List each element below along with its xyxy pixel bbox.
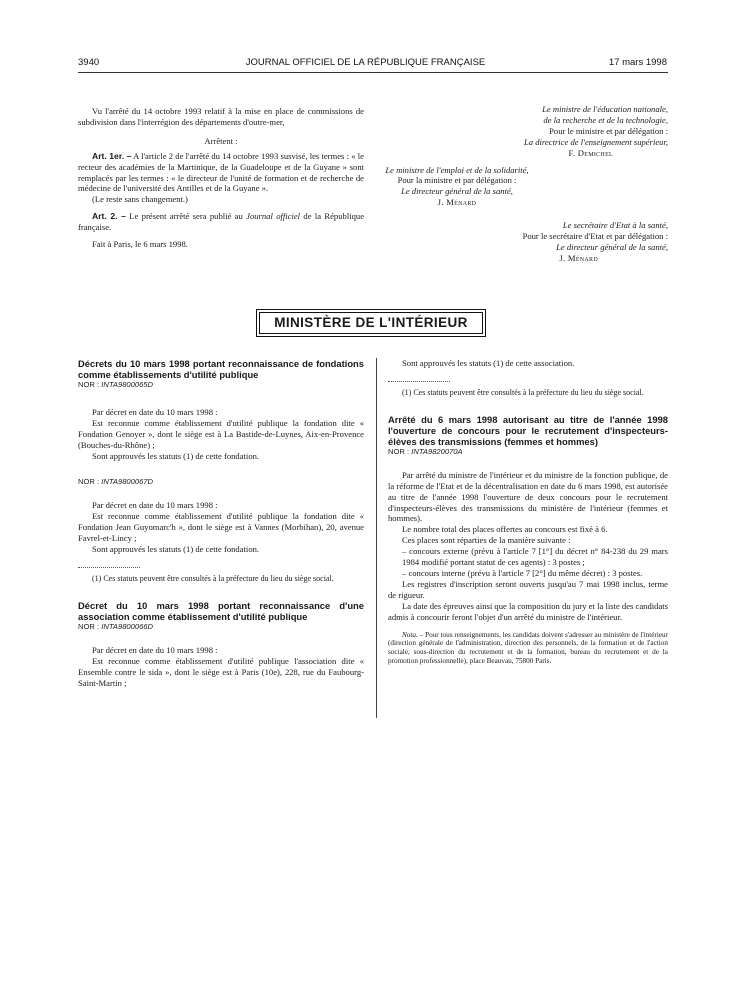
sig1-line-3: Pour le ministre et par délégation : — [549, 125, 668, 136]
nota — [388, 631, 668, 667]
association-statuts: Sont approuvés les statuts (1) de cette association. — [402, 358, 575, 368]
signature-block-sante — [388, 220, 668, 264]
nota-label: Nota. — [402, 630, 418, 639]
sig1-line-2: de la recherche et de la technologie, — [543, 114, 668, 125]
left-column — [78, 358, 364, 688]
concours-interne: – concours interne (prévu à l'article 7 [2°] du même décret) : 3 postes. — [402, 567, 643, 578]
nor-code: INTA9800066D — [101, 621, 154, 631]
fait-a-paris: Fait à Paris, le 6 mars 1998. — [92, 239, 188, 250]
nor-code: INTA9800067D — [101, 477, 154, 487]
sig3-line-2: Pour le secrétaire d'Etat et par délégation : — [522, 231, 668, 242]
sig3-signatory: J. Ménard — [559, 252, 598, 263]
page-number: 3940 — [78, 57, 100, 68]
article-1-text: A l'article 2 de l'arrêté du 14 octobre 1993 susvisé, les termes : « le recteur des académies de la Martinique, de la Guadeloupe et de la Guyane » sont remplacés par les termes : « le directeur de l'unité de formation et de recherche de médecine de l'université des Antilles et de la Guyane ». — [78, 150, 364, 194]
nor-label: NOR : — [78, 477, 100, 487]
concours-p4: Les registres d'inscription seront ouverts jusqu'au 7 mai 1998 inclus, terme de rigueur. — [388, 578, 668, 600]
journal-officiel-italic: Journal officiel — [246, 211, 301, 222]
article-2 — [78, 211, 364, 233]
article-1-label: Art. 1er. – — [92, 150, 132, 161]
decree-2-body: Est reconnue comme établissement d'utilité publique la fondation dite « Fondation Jean Guyomarc'h », dont le siège est à Vannes (Morbihan), 20, avenue Favrel-et-Lincy ; — [78, 511, 364, 544]
arretent: Arrêtent : — [204, 135, 238, 146]
section-title-concours: Arrêté du 6 mars 1998 autorisant au titre de l'année 1998 l'ouverture de concours pour le recrutement d'inspecteurs-élèves des transmissions (femmes et hommes) — [388, 413, 668, 447]
sig2-line-2: Pour la ministre et par délégation : — [397, 175, 517, 186]
nor-code: INTA9820070A — [411, 446, 463, 456]
concours-p3: Ces places sont réparties de la manière suivante : — [402, 535, 571, 546]
sig1-line-4: La directrice de l'enseignement supérieur, — [524, 136, 668, 147]
nor-code: INTA9800065D — [101, 380, 154, 389]
reste-sans-changement: (Le reste sans changement.) — [92, 194, 188, 205]
sig2-line-3: Le directeur général de la santé, — [401, 186, 513, 197]
signature-block-emploi — [372, 165, 542, 209]
article-2-text-a: Le présent arrêté sera publié au — [129, 211, 243, 222]
sig3-line-3: Le directeur général de la santé, — [556, 241, 668, 252]
sig2-line-1: Le ministre de l'emploi et de la solidarité, — [385, 164, 529, 175]
nor-line-3 — [78, 622, 364, 633]
nor-label: NOR : — [78, 621, 100, 631]
footnote-1: (1) Ces statuts peuvent être consultés à la préfecture du lieu du siège social. — [92, 573, 334, 583]
decree-2-intro: Par décret en date du 10 mars 1998 : — [92, 500, 218, 511]
section-title-association: Décret du 10 mars 1998 portant reconnaissance d'une association comme établissement d'utilité publique — [78, 599, 364, 622]
concours-p5: La date des épreuves ainsi que la composition du jury et la liste des candidats admis à concourir feront l'objet d'un arrêté du ministre de l'intérieur. — [388, 600, 668, 622]
sig2-signatory: J. Ménard — [437, 197, 477, 208]
article-2-text-b: de la République française. — [78, 211, 365, 233]
nor-line-2 — [78, 477, 364, 488]
section-title-fondations: Décrets du 10 mars 1998 portant reconnaissance de fondations comme établissements d'utilité publique — [78, 358, 364, 380]
header-date: 17 mars 1998 — [608, 57, 667, 68]
decree-2-statuts: Sont approuvés les statuts (1) de cette fondation. — [92, 543, 260, 554]
nor-line-4 — [388, 447, 668, 458]
article-1 — [78, 151, 364, 195]
footnote-right: (1) Ces statuts peuvent être consultés à la préfecture du lieu du siège social. — [402, 387, 644, 397]
concours-p2: Le nombre total des places offertes au concours est fixé à 6. — [402, 524, 608, 535]
concours-p1: Par arrêté du ministre de l'intérieur et du ministre de la fonction publique, de la réforme de l'Etat et de la décentralisation en date du 6 mars 1998, est autorisée au titre de l'année 1998 l'ouverture de deux concours pour le recrutement d'inspecteurs-élèves des transmissions du ministère de l'intérieur (femmes et hommes). — [388, 469, 668, 524]
column-divider — [376, 358, 377, 718]
journal-title: JOURNAL OFFICIEL DE LA RÉPUBLIQUE FRANÇAISE — [245, 57, 486, 68]
decree-3-intro: Par décret en date du 10 mars 1998 : — [92, 644, 218, 655]
sig3-line-1: Le secrétaire d'Etat à la santé, — [562, 220, 668, 231]
nor-line-1 — [78, 380, 364, 391]
signature-block-education — [388, 104, 668, 159]
decree-1-intro: Par décret en date du 10 mars 1998 : — [92, 406, 218, 417]
signatures-column — [385, 104, 668, 264]
decree-1-statuts: Sont approuvés les statuts (1) de cette fondation. — [92, 450, 260, 461]
right-column — [388, 358, 668, 666]
sig1-line-1: Le ministre de l'éducation nationale, — [542, 104, 668, 114]
nor-label: NOR : — [78, 380, 100, 389]
vu-paragraph: Vu l'arrêté du 14 octobre 1993 relatif à la mise en place de commissions de subdivision dans l'interrégion des départements d'outre-mer, — [78, 106, 364, 127]
ministry-title-box: MINISTÈRE DE L'INTÉRIEUR — [259, 312, 483, 334]
decree-1-body: Est reconnue comme établissement d'utilité publique la fondation dite « Fondation Genoyer », dont le siège est à La Bastide-de-Luynes, Aix-en-Provence (Bouches-du-Rhône) ; — [78, 417, 364, 450]
nota-text: – Pour tous renseignements, les candidats doivent s'adresser au ministère de l'intérieur (direction générale de l'administration, direction des personnels, de la formation et de l'action sociale, sous-direction du recrutement et de la formation, bureau du recrutement et de la promotion professionnelle), place Beauvau, 75800 Paris. — [388, 630, 668, 666]
concours-externe: – concours externe (prévu à l'article 7 [1°] du décret n° 84-238 du 29 mars 1984 modifié portant statut de ces agents) : 3 postes ; — [402, 546, 668, 568]
article-2-label: Art. 2. – — [92, 211, 126, 222]
top-left-column — [78, 106, 364, 250]
decree-3-body: Est reconnue comme établissement d'utilité publique l'association dite « Ensemble contre le sida », dont le siège est à Paris (10e), 228, rue du Faubourg-Saint-Martin ; — [78, 655, 364, 688]
nor-label: NOR : — [388, 446, 410, 456]
header-rule — [78, 72, 668, 73]
sig1-signatory: F. Demichel — [568, 147, 613, 158]
